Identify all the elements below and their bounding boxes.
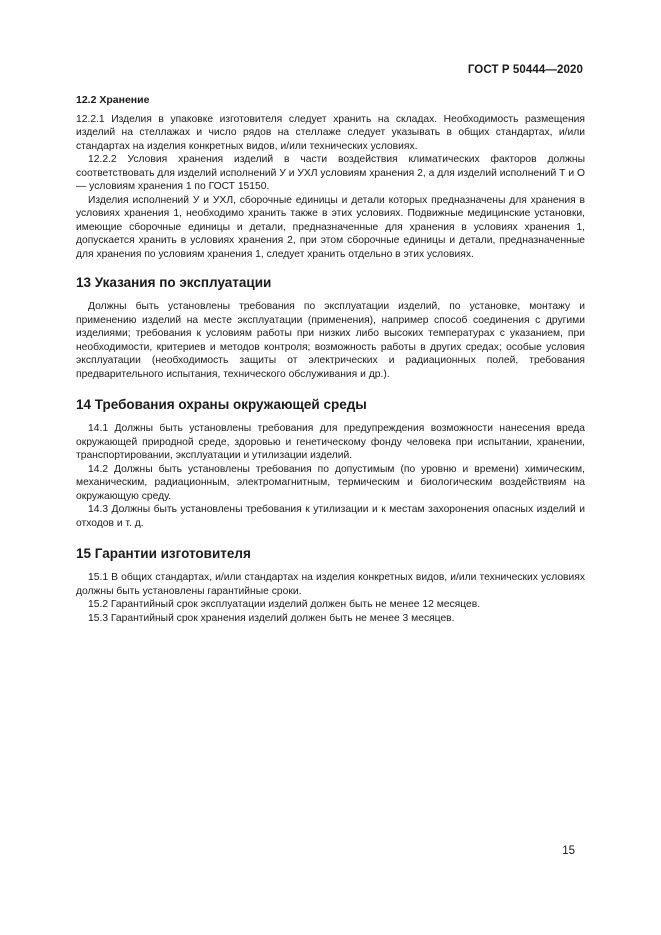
paragraph-15-3: 15.3 Гарантийный срок хранения изделий должен быть не менее 3 месяцев. <box>88 612 455 624</box>
section-15-heading: 15 Гарантии изготовителя <box>76 546 251 561</box>
standard-code-header: ГОСТ Р 50444—2020 <box>467 64 583 76</box>
paragraph-12-2-2-continued: Изделия исполнений У и УХЛ, сборочные единицы и детали которых предназначены для хранения в условиях хранения 1, необходимо хранить также в этих условиях. Подвижные медицинские установки, имеющие сборочные единицы и детали, предназначенные для хранения в условиях хранения 1, допускается хранить в условиях хранения 2, при этом сборочные единицы и детали, предназначенные для хранения по условиям хранения 1, следует хранить отдельно в этих условиях. <box>76 194 585 260</box>
document-body <box>76 94 585 625</box>
section-14 <box>76 397 585 530</box>
paragraph-13: Должны быть установлены требования по эксплуатации изделий, по установке, монтажу и применению изделий на месте эксплуатации (применения), например способ соединения с другими изделиями; требования к условиям работы при низких либо высоких температурах с указанием, при необходимости, критериев и методов контроля; возможность работы в других средах; особые условия эксплуатации (необходимость защиты от электрических и радиационных полей, требования предварительного испытания, технического обслуживания и др.). <box>76 301 585 380</box>
paragraph-15-2: 15.2 Гарантийный срок эксплуатации изделий должен быть не менее 12 месяцев. <box>88 599 481 610</box>
page-number: 15 <box>562 845 575 857</box>
paragraph-12-2-2: 12.2.2 Условия хранения изделий в части воздействия климатических факторов должны соответствовать для изделий исполнений У и УХЛ условиям хранения 2, а для изделий исполнений Т и О — условиям хранения 1 по ГОСТ 15150. <box>76 154 585 192</box>
paragraph-12-2-1: 12.2.1 Изделия в упаковке изготовителя следует хранить на складах. Необходимость размещения изделий на стеллажах и число рядов на стеллаже следует указывать в общих стандартах, и/или стандартах на изделия конкретных видов, и/или технических условиях. <box>76 113 585 152</box>
section-12-2-heading: 12.2 Хранение <box>76 94 150 106</box>
paragraph-14-3: 14.3 Должны быть установлены требования к утилизации и к местам захоронения опасных изделий и отходов и т. д. <box>76 504 585 529</box>
paragraph-15-1: 15.1 В общих стандартах, и/или стандартах на изделия конкретных видов, и/или технических условиях должны быть установлены гарантийные сроки. <box>76 572 585 597</box>
paragraph-14-2: 14.2 Должны быть установлены требования по допустимым (по уровню и времени) химическим, механическим, радиационным, электромагнитным, термическим и биологическим воздействиям на окружающую среду. <box>76 463 585 502</box>
section-13 <box>76 275 585 381</box>
section-14-heading: 14 Требования охраны окружающей среды <box>76 397 367 412</box>
section-13-heading: 13 Указания по эксплуатации <box>76 275 272 290</box>
section-15 <box>76 546 585 625</box>
paragraph-14-1: 14.1 Должны быть установлены требования для предупреждения возможности нанесения вреда окружающей природной среде, здоровью и генетическому фонду человека при испытании, хранении, транспортировании, эксплуатации и утилизации изделий. <box>76 423 585 461</box>
section-12-2 <box>76 94 585 261</box>
